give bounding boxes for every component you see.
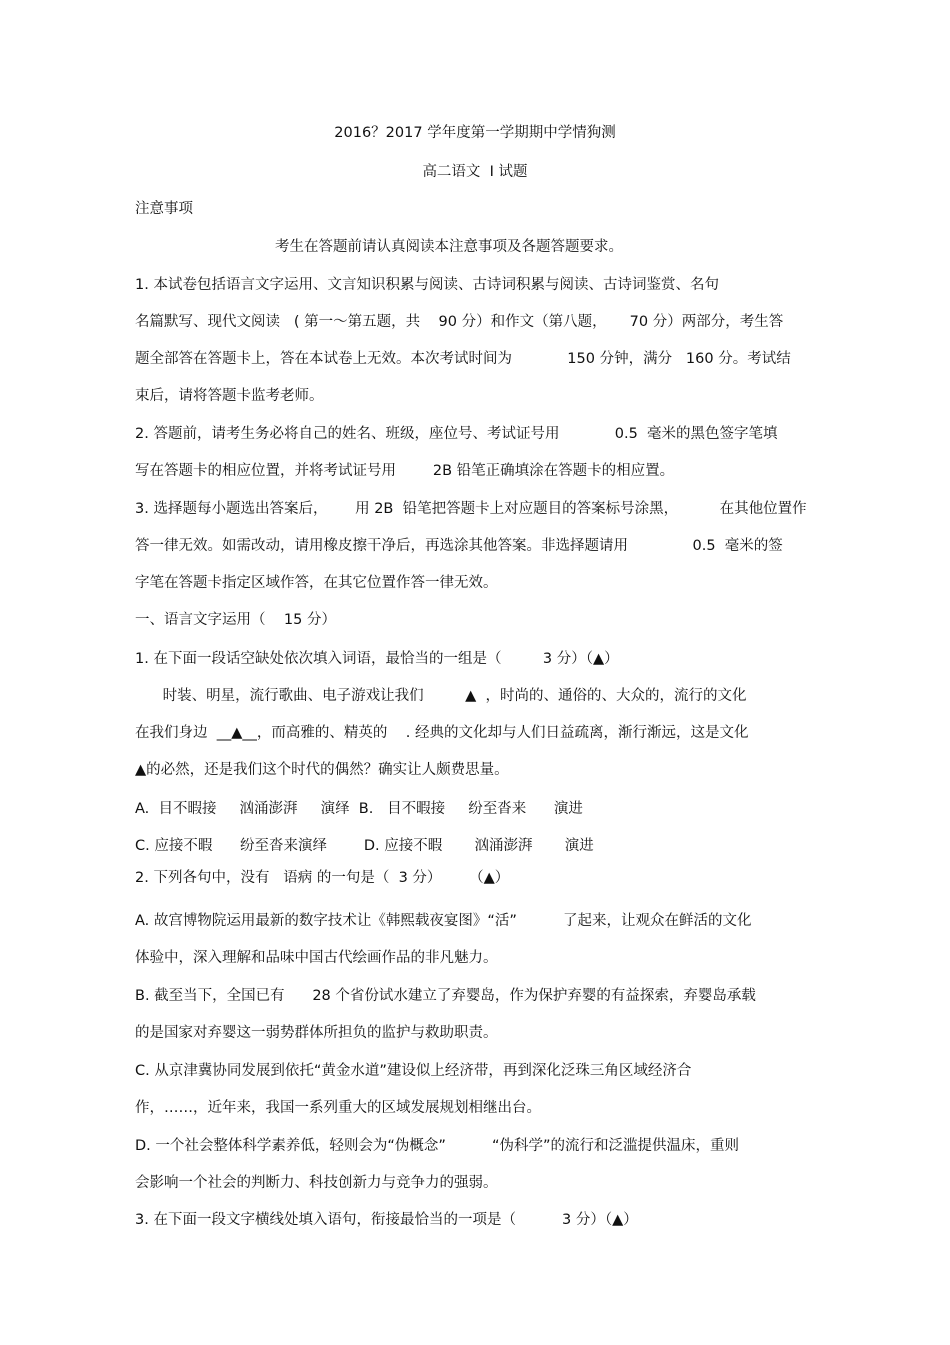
section-1-heading: 一、语言文字运用（ 15 分） [135,612,336,628]
question-1-passage-line-2: 在我们身边 __▲__，而高雅的、精英的 . 经典的文化却与人们日益疏离，渐行渐远，这是文化 [135,725,749,741]
question-2-option-b-line-2: 的是国家对弃婴这一弱势群体所担负的监护与救助职责。 [135,1025,498,1041]
notice-item-2-line-1: 2. 答题前，请考生务必将自己的姓名、班级，座位号、考试证号用 0.5 毫米的黑色签字笔填 [135,426,778,442]
question-2-option-c-line-1: C. 从京津冀协同发展到依托“黄金水道”建设似上经济带，再到深化泛珠三角区域经济合 [135,1063,692,1079]
notice-item-1-line-4: 束后，请将答题卡监考老师。 [135,388,324,404]
question-1-options-cd: C. 应接不暇 纷至沓来演绎 D. 应接不暇 汹涌澎湃 演进 [135,838,594,854]
exam-title: 2016？2017 学年度第一学期期中学情狗测 [334,125,616,141]
notice-item-1-line-1: 1. 本试卷包括语言文字运用、文言知识积累与阅读、古诗词积累与阅读、古诗词鉴赏、名句 [135,277,719,293]
question-1-options-ab: A. 目不暇接 汹涌澎湃 演绎 B. 目不暇接 纷至沓来 演进 [135,801,583,817]
question-2-option-d-line-2: 会影响一个社会的判断力、科技创新力与竞争力的强弱。 [135,1175,498,1191]
notice-item-3-line-3: 字笔在答题卡指定区域作答，在其它位置作答一律无效。 [135,575,498,591]
notice-item-3-line-2: 答一律无效。如需改动，请用橡皮擦干净后，再选涂其他答案。非选择题请用 0.5 毫米的签 [135,538,783,554]
question-2-option-c-line-2: 作，……，近年来，我国一系列重大的区域发展规划相继出台。 [135,1100,541,1116]
question-1-stem: 1. 在下面一段话空缺处依次填入词语，最恰当的一组是（ 3 分）（▲） [135,651,619,667]
question-2-option-a-line-2: 体验中，深入理解和品味中国古代绘画作品的非凡魅力。 [135,950,498,966]
question-1-passage-line-3: ▲的必然，还是我们这个时代的偶然？确实让人颇费思量。 [135,762,509,778]
notice-item-1-line-3: 题全部答在答题卡上，答在本试卷上无效。本次考试时间为 150 分钟，满分 160 分。考试结 [135,351,791,367]
question-2-option-d-line-1: D. 一个社会整体科学素养低，轻则会为“伪概念” “伪科学”的流行和泛滥提供温床，重则 [135,1138,740,1154]
question-3-stem: 3. 在下面一段文字横线处填入语句，衔接最恰当的一项是（ 3 分）（▲） [135,1212,638,1228]
notice-item-1-line-2: 名篇默写、现代文阅读 ( 第一～第五题，共 90 分）和作文（第八题， 70 分）两部分，考生答 [135,314,784,330]
notice-item-3-line-1: 3. 选择题每小题选出答案后， 用 2B 铅笔把答题卡上对应题目的答案标号涂黑， 在其他位置作 [135,501,807,517]
exam-subtitle: 高二语文 Ⅰ 试题 [422,164,528,180]
question-2-stem: 2. 下列各句中，没有 语病 的一句是（ 3 分） （▲） [135,870,510,886]
notice-intro: 考生在答题前请认真阅读本注意事项及各题答题要求。 [275,239,623,255]
question-2-option-b-line-1: B. 截至当下，全国已有 28 个省份试水建立了弃婴岛，作为保护弃婴的有益探索，弃婴岛承载 [135,988,756,1004]
notice-item-2-line-2: 写在答题卡的相应位置，并将考试证号用 2B 铅笔正确填涂在答题卡的相应置。 [135,463,675,479]
notice-heading: 注意事项 [135,201,193,217]
question-1-passage-line-1: 时装、明星，流行歌曲、电子游戏让我们 ▲ ，时尚的、通俗的、大众的，流行的文化 [135,688,747,704]
question-2-option-a-line-1: A. 故宫博物院运用最新的数字技术让《韩熙载夜宴图》“活” 了起来，让观众在鲜活的文化 [135,913,752,929]
